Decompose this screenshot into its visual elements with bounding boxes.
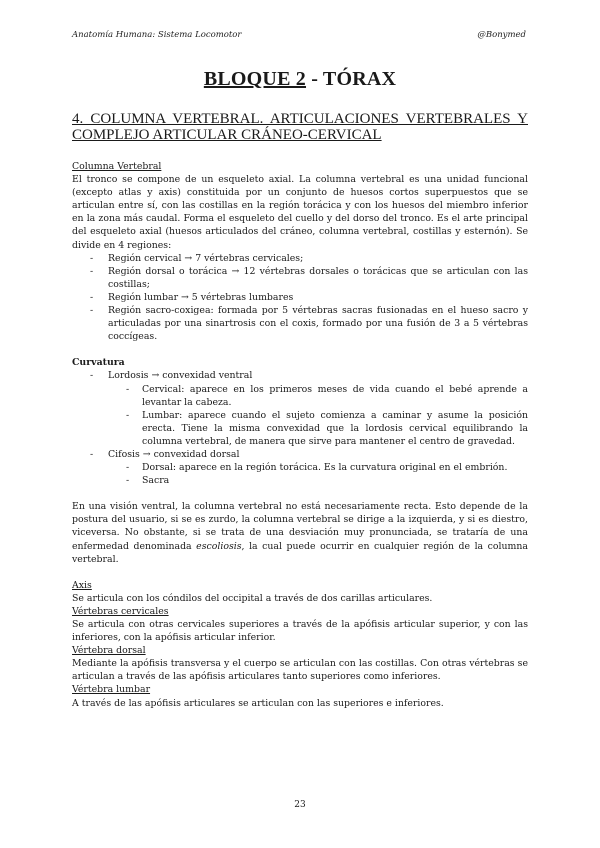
list-item (72, 369, 528, 448)
list-item (72, 448, 528, 487)
lumbar-heading: Vértebra lumbar (72, 684, 151, 696)
body-text (72, 160, 528, 710)
title-block: BLOQUE 2 (203, 68, 307, 90)
header-author: @Bonymed (477, 30, 526, 40)
columna-heading: Columna Vertebral (72, 161, 162, 172)
axis-text: Se articula con los cóndilos del occipital a través de dos carillas articulares. (72, 592, 433, 604)
section-title: 4. COLUMNA VERTEBRAL. ARTICULACIONES VERTEBRALES Y COMPLEJO ARTICULAR CRÁNEO-CERVICAL (72, 111, 528, 143)
page-title (0, 68, 600, 91)
lordosis-label: Lordosis → convexidad ventral (108, 370, 253, 382)
lordosis-sublist (108, 383, 528, 448)
list-item: - Región lumbar → 5 vértebras lumbares (72, 291, 528, 304)
list-item: - Región sacro-coxigea: formada por 5 vértebras sacras fusionadas en el hueso sacro y articuladas por una sinartrosis con el coxis, formado por una fusión de 3 a 5 vértebras coccígeas. (72, 304, 528, 343)
vision-paragraph: En una visión ventral, la columna vertebral no está necesariamente recta. Esto depende de la postura del usuario, si se es zurdo, la columna vertebral se dirige a la izquierda, y si es diestro, viceversa. No obstante, si se trata de una desviación muy pronunciada, se trataría de una enfermedad denominada escoliosis, la cual puede ocurrir en cualquier región de la columna vertebral. (72, 501, 528, 565)
cervicales-text: Se articula con otras cervicales superiores a través de la apófisis articular superior, y con las inferiores, con la apófisis articular inferior. (72, 619, 528, 644)
list-item: - Sacra (126, 474, 528, 487)
dorsal-text: Mediante la apófisis transversa y el cuerpo se articulan con las costillas. Con otras vértebras se articulan a través de las apófisis articulares tanto superiores como inferiores. (72, 658, 528, 683)
header-course: Anatomía Humana: Sistema Locomotor (72, 30, 242, 40)
regions-list (72, 252, 528, 344)
axis-heading: Axis (72, 579, 92, 591)
title-topic: - TÓRAX (306, 68, 397, 90)
page-number: 23 (294, 800, 306, 810)
columna-paragraph: El tronco se compone de un esqueleto axial. La columna vertebral es una unidad funcional (excepto atlas y axis) constituida por un conjunto de huesos cortos superpuestos que se articulan entre sí, con las costillas en la región torácica y con los huesos del miembro inferior en la zona más caudal. Forma el esqueleto del cuello y del dorso del tronco. Es el arte principal del esqueleto axial (huesos articulados del cráneo, columna vertebral, costillas y esternón). Se divide en 4 regiones: (72, 174, 528, 251)
curvatura-heading: Curvatura (72, 357, 125, 369)
list-item: - Región dorsal o torácica → 12 vértebras dorsales o torácicas que se articulan con las costillas; (72, 265, 528, 291)
cervicales-heading: Vértebras cervicales (72, 605, 169, 617)
dorsal-heading: Vértebra dorsal (72, 645, 146, 657)
lumbar-text: A través de las apófisis articulares se articulan con las superiores e inferiores. (72, 697, 444, 709)
escoliosis-term: escoliosis (196, 540, 242, 552)
list-item: - Dorsal: aparece en la región torácica. Es la curvatura original en el embrión. (126, 461, 528, 474)
list-item: - Región cervical → 7 vértebras cervicales; (72, 252, 528, 265)
list-item: - Lumbar: aparece cuando el sujeto comienza a caminar y asume la posición erecta. Tiene la misma convexidad que la lordosis cervical equilibrando la columna vertebral, de manera que sirve para mantener el centro de gravedad. (126, 409, 528, 448)
cifosis-sublist (108, 461, 528, 487)
list-item: - Cervical: aparece en los primeros meses de vida cuando el bebé aprende a levantar la cabeza. (126, 383, 528, 409)
curvature-list (72, 369, 528, 487)
cifosis-label: Cifosis → convexidad dorsal (108, 448, 240, 460)
